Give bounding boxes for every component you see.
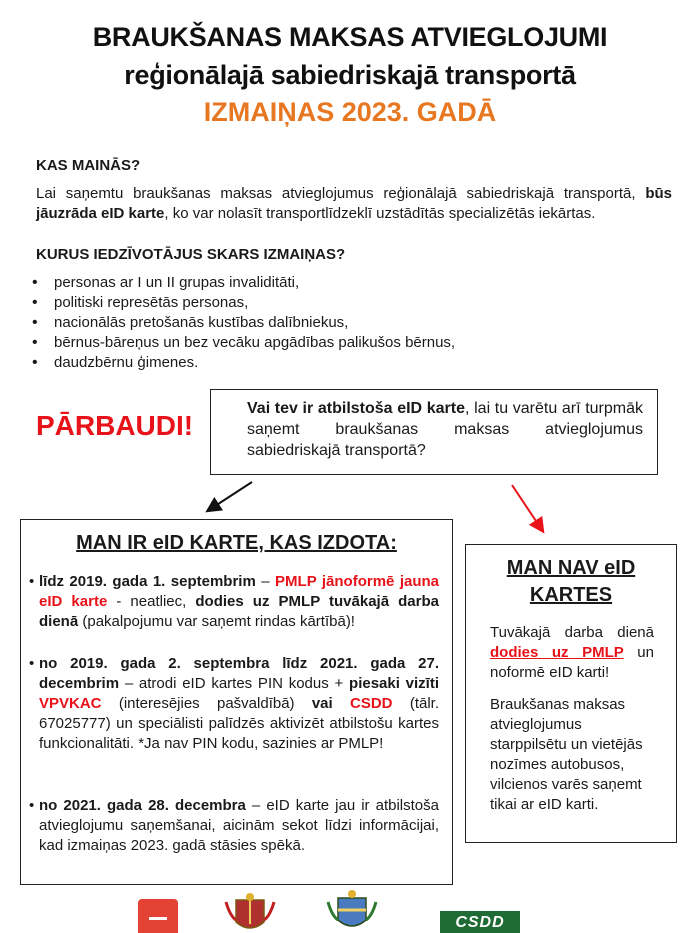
bullet-icon: • [29, 797, 35, 814]
item2-text: – atrodi eID kartes PIN kodus + [119, 675, 350, 692]
item3-text: – eID karte jau ir atbilstoša atvieglojumu saņemšanai, aicinām sekot līdzi informācijai, kad izmaiņas 2023. gadā stāsies spēkā. [39, 797, 439, 854]
item1-dash: – [255, 573, 276, 590]
municipality-coat-of-arms-icon [324, 888, 380, 933]
bullet-icon: • [29, 573, 35, 590]
title-line-1: BRAUKŠANAS MAKSAS ATVIEGLOJUMI [92, 22, 608, 52]
item1-text: - neatliec, [107, 593, 196, 610]
list-item: • bērnus-bāreņus un bez vecāku apgādības palikušos bērnus, [28, 333, 668, 353]
what-changes-text-bold: būs jāuzrāda eID karte [36, 185, 672, 222]
no-eid-text-2: Braukšanas maksas atvieglojumus starppilsētu un vietējās nozīmes autobusos, vilcienos varēs saņemt tikai ar eID karti. [490, 696, 643, 813]
item1-action: PMLP jānoformē jauna eID karte [39, 573, 439, 610]
csdd-logo-icon [440, 911, 520, 933]
no-eid-card-box [465, 544, 677, 843]
has-eid-card-title: MAN IR eID KARTE, KAS IZDOTA: [76, 532, 397, 554]
question-bold: Vai tev ir atbilstoša eID karte [247, 400, 466, 417]
what-changes-text-a: Lai saņemtu braukšanas maksas atvieglojumus reģionālajā sabiedriskajā transportā, [36, 185, 636, 202]
has-eid-card-box [20, 519, 453, 885]
list-item: • daudzbērnu ģimenes. [28, 353, 668, 373]
item2-csdd: CSDD [350, 695, 393, 712]
list-item: • politiski represētās personas, [28, 293, 668, 313]
no-eid-go-pmlp: dodies uz PMLP [490, 644, 624, 661]
bullet-icon: • [29, 655, 35, 672]
item2-rest: (tālr. 67025777) un speciālisti palīdzēs aktivizēt atbilstošu kartes funkcionalitāti. *Ja nav PIN kodu, sazinies ar PMLP! [39, 695, 440, 752]
title-line-2: reģionālajā sabiedriskajā transportā [124, 60, 576, 90]
has-eid-item-1 [29, 572, 439, 632]
question-rest: , lai tu varētu arī turpmāk saņemt braukšanas maksas atvieglojumus sabiedriskajā transportā? [247, 400, 643, 459]
item2-visit: piesaki vizīti [349, 675, 440, 692]
arrow-to-has-card [212, 482, 252, 508]
list-item: • personas ar I un II grupas invaliditāti, [28, 273, 668, 293]
logo-red-square-icon [138, 899, 178, 933]
item1-date: līdz 2019. gada 1. septembrim [39, 573, 256, 590]
latvia-coat-of-arms-icon [222, 892, 278, 933]
title-line-3: IZMAIŅAS 2023. GADĀ [203, 97, 497, 127]
has-eid-item-2 [29, 654, 439, 754]
arrow-to-no-card [512, 485, 540, 527]
item1-note: (pakalpojumu var saņemt rindas kārtībā)! [78, 613, 355, 630]
list-item: • nacionālās pretošanās kustības dalībniekus, [28, 313, 668, 333]
item2-or: vai [311, 695, 333, 712]
what-changes-heading: KAS MAINĀS? [36, 157, 141, 174]
who-affected-heading: KURUS IEDZĪVOTĀJUS SKARS IZMAIŅAS? [36, 246, 346, 263]
no-eid-text-1 [490, 623, 654, 683]
no-eid-p1-a: Tuvākajā darba dienā [490, 624, 654, 641]
item2-municipality: (interesējies pašvaldībā) [101, 695, 312, 712]
item2-vpvkac: VPVKAC [39, 695, 102, 712]
has-eid-item-3 [29, 796, 439, 856]
item2-date: no 2019. gada 2. septembra līdz 2021. gada 27. decembrim [39, 655, 439, 692]
item1-go: dodies uz PMLP tuvākajā darba dienā [39, 593, 439, 630]
no-eid-p1-b: un noformē eID karti! [490, 644, 654, 681]
item3-date: no 2021. gada 28. decembra [39, 797, 246, 814]
no-eid-card-title: MAN NAV eID KARTES [506, 557, 636, 606]
item2-space2 [333, 695, 350, 712]
check-label: PĀRBAUDI! [36, 410, 194, 441]
csdd-logo-text: CSDD [455, 914, 505, 931]
what-changes-text-b: , ko var nolasīt transportlīdzeklī uzstādītās specializētās iekārtas. [164, 205, 596, 222]
